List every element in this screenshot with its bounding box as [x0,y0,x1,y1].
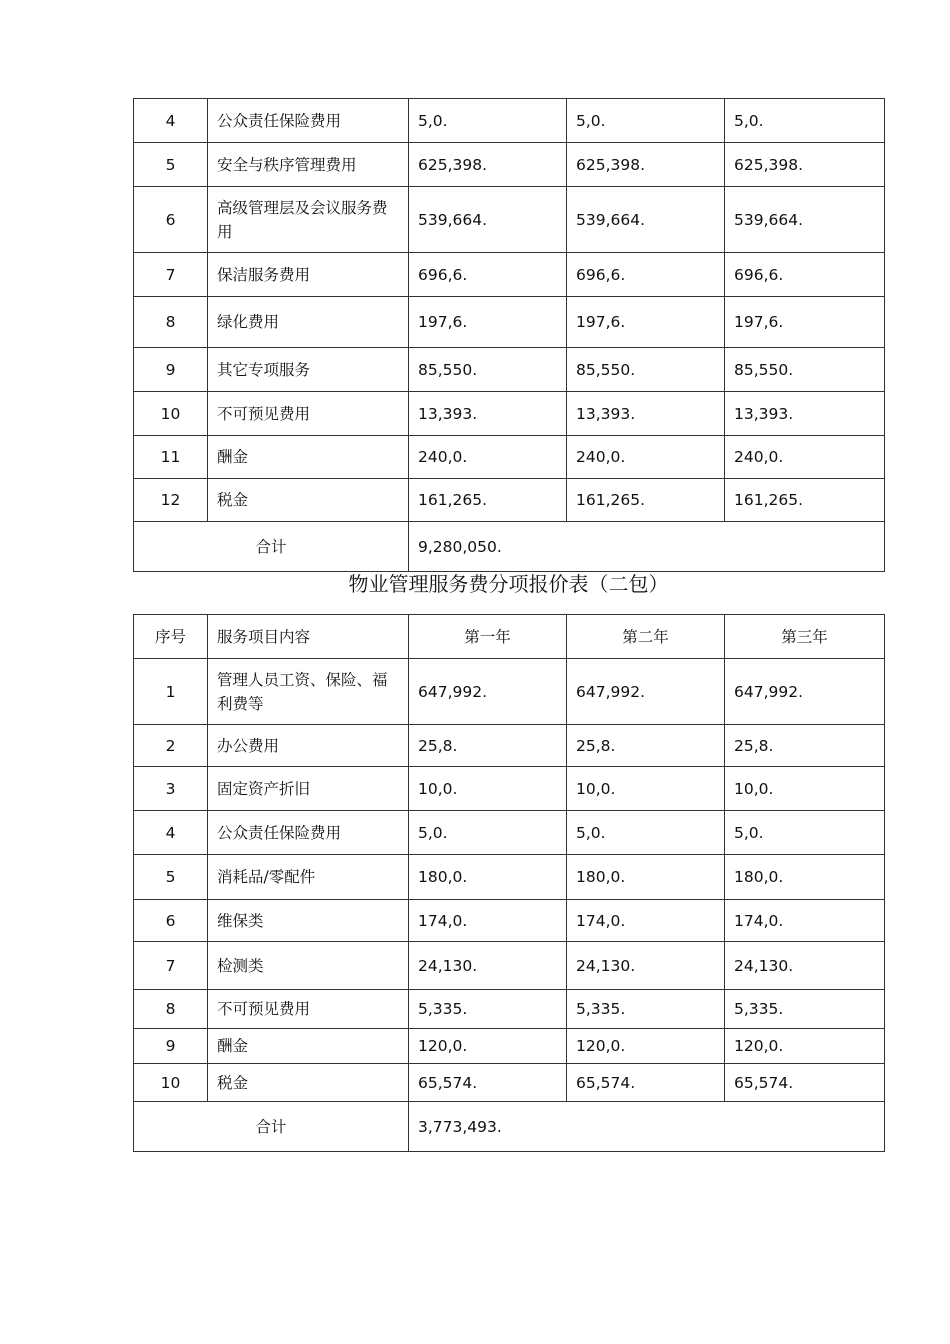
year2-value: 13,393. [567,392,725,436]
year3-value: 24,130. [725,942,885,990]
year1-value: 24,130. [409,942,567,990]
year3-value: 539,664. [725,187,885,253]
year3-value: 5,335. [725,990,885,1029]
year1-value: 647,992. [409,659,567,725]
year3-value: 197,6. [725,297,885,348]
table-row [134,297,885,348]
table-row [134,1029,885,1064]
total-row [134,522,885,572]
row-item: 不可预见费用 [208,392,409,436]
row-number: 3 [134,767,208,811]
row-number: 4 [134,811,208,855]
header-year3: 第三年 [725,615,885,659]
year3-value: 180,0. [725,855,885,900]
row-number: 9 [134,348,208,392]
row-item: 检测类 [208,942,409,990]
fee-table-package-2 [133,614,885,1152]
table-row [134,811,885,855]
year2-value: 5,335. [567,990,725,1029]
row-number: 6 [134,187,208,253]
year1-value: 161,265. [409,479,567,522]
year2-value: 65,574. [567,1064,725,1102]
row-number: 11 [134,436,208,479]
total-value: 9,280,050. [409,522,885,572]
year1-value: 65,574. [409,1064,567,1102]
row-item: 酬金 [208,1029,409,1064]
year2-value: 696,6. [567,253,725,297]
row-item: 维保类 [208,900,409,942]
year2-value: 539,664. [567,187,725,253]
total-label: 合计 [134,1102,409,1152]
table-row [134,725,885,767]
year3-value: 174,0. [725,900,885,942]
row-number: 8 [134,297,208,348]
row-number: 10 [134,1064,208,1102]
table-row [134,348,885,392]
row-number: 8 [134,990,208,1029]
table-row [134,479,885,522]
year1-value: 5,0. [409,99,567,143]
row-item: 消耗品/零配件 [208,855,409,900]
year3-value: 13,393. [725,392,885,436]
table-row [134,990,885,1029]
total-row [134,1102,885,1152]
year2-value: 10,0. [567,767,725,811]
header-row [134,615,885,659]
row-item: 公众责任保险费用 [208,99,409,143]
table-row [134,436,885,479]
year1-value: 85,550. [409,348,567,392]
row-item: 固定资产折旧 [208,767,409,811]
year1-value: 625,398. [409,143,567,187]
table-row [134,99,885,143]
year2-value: 5,0. [567,99,725,143]
total-value: 3,773,493. [409,1102,885,1152]
year2-value: 120,0. [567,1029,725,1064]
row-item: 安全与秩序管理费用 [208,143,409,187]
table-row [134,900,885,942]
table-row [134,392,885,436]
table-row [134,1064,885,1102]
year3-value: 625,398. [725,143,885,187]
row-number: 7 [134,942,208,990]
year3-value: 161,265. [725,479,885,522]
year3-value: 696,6. [725,253,885,297]
year1-value: 180,0. [409,855,567,900]
year1-value: 174,0. [409,900,567,942]
year2-value: 174,0. [567,900,725,942]
table-row [134,767,885,811]
table-row [134,187,885,253]
year1-value: 10,0. [409,767,567,811]
header-year1: 第一年 [409,615,567,659]
year1-value: 696,6. [409,253,567,297]
row-number: 4 [134,99,208,143]
year1-value: 197,6. [409,297,567,348]
row-item: 税金 [208,1064,409,1102]
row-item: 办公费用 [208,725,409,767]
year2-value: 85,550. [567,348,725,392]
year2-value: 24,130. [567,942,725,990]
header-year2: 第二年 [567,615,725,659]
year3-value: 5,0. [725,811,885,855]
year3-value: 5,0. [725,99,885,143]
year2-value: 5,0. [567,811,725,855]
table-row [134,942,885,990]
header-number: 序号 [134,615,208,659]
row-number: 9 [134,1029,208,1064]
row-number: 5 [134,143,208,187]
year3-value: 10,0. [725,767,885,811]
year1-value: 240,0. [409,436,567,479]
row-item: 其它专项服务 [208,348,409,392]
row-number: 2 [134,725,208,767]
row-number: 7 [134,253,208,297]
row-item: 绿化费用 [208,297,409,348]
row-number: 5 [134,855,208,900]
table-row [134,253,885,297]
year3-value: 25,8. [725,725,885,767]
year1-value: 539,664. [409,187,567,253]
row-item: 不可预见费用 [208,990,409,1029]
year3-value: 240,0. [725,436,885,479]
year1-value: 13,393. [409,392,567,436]
row-number: 1 [134,659,208,725]
year2-value: 240,0. [567,436,725,479]
year3-value: 85,550. [725,348,885,392]
row-number: 10 [134,392,208,436]
year1-value: 120,0. [409,1029,567,1064]
row-item: 管理人员工资、保险、福利费等 [208,659,409,725]
year2-value: 180,0. [567,855,725,900]
total-label: 合计 [134,522,409,572]
year2-value: 625,398. [567,143,725,187]
year2-value: 161,265. [567,479,725,522]
year1-value: 25,8. [409,725,567,767]
row-item: 公众责任保险费用 [208,811,409,855]
row-item: 保洁服务费用 [208,253,409,297]
header-item: 服务项目内容 [208,615,409,659]
table-row [134,143,885,187]
year3-value: 647,992. [725,659,885,725]
year3-value: 120,0. [725,1029,885,1064]
year1-value: 5,0. [409,811,567,855]
table-title: 物业管理服务费分项报价表（二包） [348,572,669,596]
year2-value: 197,6. [567,297,725,348]
table-row [134,855,885,900]
row-number: 6 [134,900,208,942]
year1-value: 5,335. [409,990,567,1029]
row-item: 酬金 [208,436,409,479]
year3-value: 65,574. [725,1064,885,1102]
fee-table-package-1 [133,98,885,572]
table-row [134,659,885,725]
year2-value: 647,992. [567,659,725,725]
row-item: 税金 [208,479,409,522]
row-item: 高级管理层及会议服务费用 [208,187,409,253]
year2-value: 25,8. [567,725,725,767]
row-number: 12 [134,479,208,522]
